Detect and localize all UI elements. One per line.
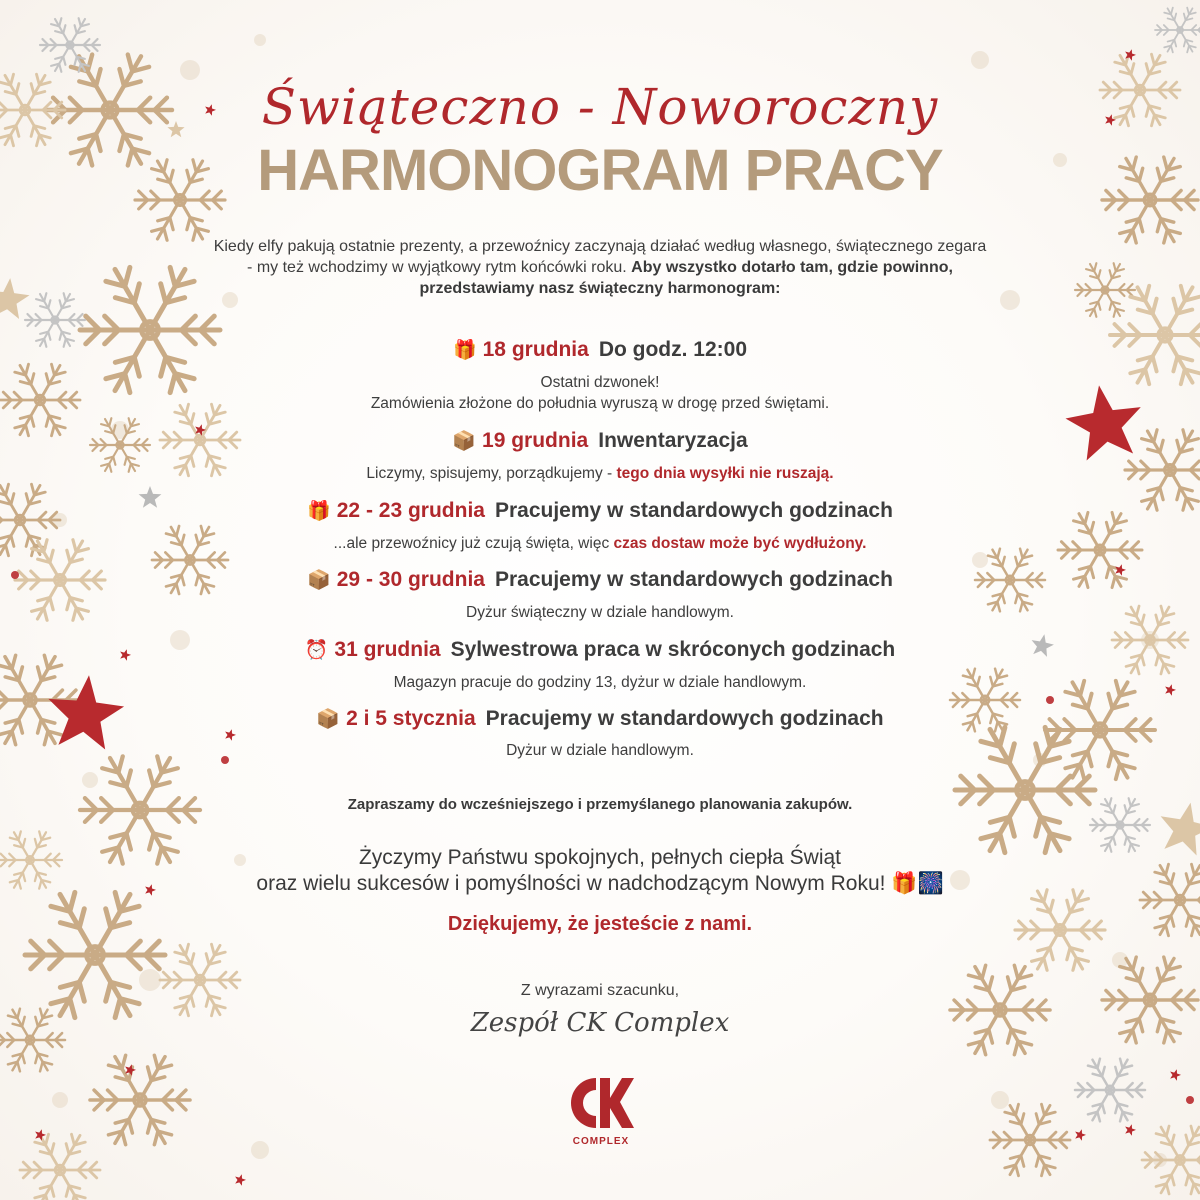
confetti-dot bbox=[139, 969, 161, 991]
main-title: HARMONOGRAM PRACY bbox=[257, 138, 943, 203]
confetti-dot bbox=[1046, 696, 1054, 704]
snowflake-icon bbox=[0, 655, 80, 744]
snowflake-icon bbox=[1125, 430, 1200, 510]
star-icon bbox=[235, 1174, 246, 1185]
confetti-dot bbox=[11, 571, 19, 579]
signature: Zespół CK Complex bbox=[470, 1008, 730, 1038]
entry-date: 31 grudnia bbox=[334, 638, 441, 661]
snowflake-icon bbox=[90, 1055, 190, 1144]
entry-title: Inwentaryzacja bbox=[598, 429, 748, 452]
snowflake-icon bbox=[1100, 54, 1180, 126]
star-icon bbox=[1170, 1069, 1181, 1080]
intro-text bbox=[210, 236, 990, 299]
entry-title: Pracujemy w standardowych godzinach bbox=[494, 499, 893, 522]
star-icon bbox=[1125, 49, 1136, 60]
confetti-dot bbox=[180, 60, 200, 80]
snowflake-icon bbox=[160, 944, 240, 1016]
entry-description-text: Liczymy, spisujemy, porządkujemy - bbox=[366, 465, 617, 482]
script-title: Świąteczno - Noworoczny bbox=[261, 78, 939, 136]
snowflake-icon bbox=[0, 831, 62, 888]
snowflake-icon bbox=[0, 74, 65, 146]
schedule-entry-heading bbox=[200, 337, 1000, 364]
star-icon bbox=[1075, 1129, 1086, 1140]
logo-text: COMPLEX bbox=[572, 1136, 630, 1147]
snowflake-icon bbox=[1015, 890, 1105, 970]
gift-icon: 🎁 bbox=[452, 340, 477, 361]
entry-description: Magazyn pracuje do godziny 13, dyżur w dziale handlowym. bbox=[393, 674, 807, 691]
intro-regular: Kiedy elfy pakują ostatnie prezenty, a przewoźnicy zaczynają działać według własnego, świątecznego zegara - my też wchodzimy w wyjątkowy rytm końcówki roku. bbox=[213, 238, 987, 276]
snowflake-icon bbox=[25, 293, 85, 347]
confetti-dot bbox=[53, 513, 67, 527]
snowflake-icon bbox=[1155, 8, 1200, 53]
confetti-dot bbox=[1112, 952, 1128, 968]
snowflake-icon bbox=[15, 540, 105, 620]
snowflake-icon bbox=[1102, 157, 1198, 243]
snowflake-icon bbox=[1045, 681, 1155, 779]
entry-description-text: ...ale przewoźnicy już czują święta, więc bbox=[333, 535, 614, 552]
confetti-dot bbox=[254, 34, 266, 46]
entry-date: 19 grudnia bbox=[482, 429, 589, 452]
entry-title: Pracujemy w standardowych godzinach bbox=[494, 568, 893, 591]
snowflake-icon bbox=[1102, 957, 1198, 1043]
snowflake-icon bbox=[80, 267, 220, 392]
star-icon bbox=[145, 884, 156, 895]
wishes-line: Życzymy Państwu spokojnych, pełnych ciepła Świąt bbox=[358, 846, 842, 869]
schedule-entry-heading bbox=[200, 428, 1000, 455]
confetti-dot bbox=[1153, 1153, 1167, 1167]
star-icon bbox=[139, 486, 162, 508]
snowflake-icon bbox=[90, 418, 150, 472]
ck-complex-logo bbox=[566, 1072, 636, 1152]
confetti-dot bbox=[971, 51, 989, 69]
entry-description-highlight: tego dnia wysyłki nie ruszają. bbox=[616, 465, 834, 482]
schedule-entry-heading bbox=[200, 498, 1000, 525]
snowflake-icon bbox=[48, 55, 172, 166]
entry-description: Ostatni dzwonek! bbox=[540, 374, 660, 391]
package-icon: 📦 bbox=[452, 431, 477, 452]
confetti-dot bbox=[82, 772, 98, 788]
star-icon bbox=[125, 1064, 136, 1075]
confetti-dot bbox=[1053, 153, 1067, 167]
star-icon bbox=[1066, 385, 1141, 460]
schedule-entry-heading bbox=[200, 637, 1000, 664]
snowflake-icon bbox=[25, 892, 165, 1017]
snowflake-icon bbox=[0, 364, 80, 436]
package-icon: 📦 bbox=[316, 709, 341, 730]
confetti-dot bbox=[1000, 290, 1020, 310]
gift-icon: 🎁 bbox=[307, 501, 331, 522]
star-icon bbox=[120, 649, 131, 660]
snowflake-icon bbox=[0, 484, 60, 556]
snowflake-icon bbox=[990, 1104, 1070, 1176]
schedule-entry-heading bbox=[200, 706, 1000, 733]
confetti-dot bbox=[251, 1141, 269, 1159]
star-icon bbox=[1125, 1124, 1136, 1135]
schedule-entry-heading bbox=[200, 567, 1000, 594]
confetti-dot bbox=[1186, 1096, 1194, 1104]
confetti-dot bbox=[1114, 414, 1126, 426]
entry-date: 29 - 30 grudnia bbox=[336, 568, 485, 591]
star-icon bbox=[0, 278, 30, 319]
star-icon bbox=[1161, 803, 1200, 856]
wishes-line: oraz wielu sukcesów i pomyślności w nadchodzącym Nowym Roku! 🎁🎆 bbox=[256, 872, 944, 895]
regards-text: Z wyrazami szacunku, bbox=[520, 982, 680, 999]
entry-date: 18 grudnia bbox=[482, 338, 589, 361]
snowflake-icon bbox=[1110, 286, 1200, 384]
star-icon bbox=[48, 675, 124, 749]
star-icon bbox=[1115, 564, 1126, 575]
confetti-dot bbox=[1141, 631, 1159, 649]
star-icon bbox=[35, 1129, 46, 1140]
entry-description: Dyżur w dziale handlowym. bbox=[506, 742, 694, 759]
ck-logo-icon bbox=[566, 1072, 636, 1134]
snowflake-icon bbox=[40, 18, 100, 72]
snowflake-icon bbox=[1075, 263, 1135, 317]
star-icon bbox=[1165, 684, 1176, 695]
confetti-dot bbox=[52, 1092, 68, 1108]
entry-description bbox=[200, 463, 1000, 484]
invite-text: Zapraszamy do wcześniejszego i przemyślanego planowania zakupów. bbox=[347, 796, 853, 813]
entry-description: Dyżur świąteczny w dziale handlowym. bbox=[466, 604, 734, 621]
star-icon bbox=[1032, 634, 1054, 657]
confetti-dot bbox=[1033, 753, 1047, 767]
snowflake-icon bbox=[1058, 512, 1142, 587]
entry-date: 22 - 23 grudnia bbox=[336, 499, 485, 522]
confetti-dot bbox=[170, 630, 190, 650]
entry-title: Pracujemy w standardowych godzinach bbox=[485, 707, 884, 730]
snowflake-icon bbox=[80, 756, 200, 863]
snowflake-icon bbox=[1140, 864, 1200, 936]
snowflake-icon bbox=[1090, 798, 1150, 852]
snowflake-icon bbox=[1112, 606, 1188, 674]
star-icon bbox=[167, 121, 184, 137]
wishes-text bbox=[200, 845, 1000, 897]
entry-description: Zamówienia złożone do południa wyruszą w drogę przed świętami. bbox=[370, 395, 830, 412]
snowflake-icon bbox=[20, 1134, 100, 1200]
entry-title: Sylwestrowa praca w skróconych godzinach bbox=[450, 638, 896, 661]
entry-date: 2 i 5 stycznia bbox=[346, 707, 476, 730]
entry-title: Do godz. 12:00 bbox=[598, 338, 748, 361]
snowflake-icon bbox=[1142, 1126, 1200, 1194]
confetti-dot bbox=[111, 421, 129, 439]
snowflake-icon bbox=[1075, 1059, 1145, 1122]
thanks-text: Dziękujemy, że jesteście z nami. bbox=[447, 913, 753, 935]
package-icon: 📦 bbox=[307, 570, 331, 591]
entry-description bbox=[200, 533, 1000, 554]
confetti-dot bbox=[972, 552, 988, 568]
confetti-dot bbox=[991, 1091, 1009, 1109]
alarm-clock-icon: ⏰ bbox=[304, 640, 329, 661]
snowflake-icon bbox=[0, 1009, 65, 1072]
entry-description-highlight: czas dostaw może być wydłużony. bbox=[613, 535, 867, 552]
intro-bold: Aby wszystko dotarło tam, gdzie powinno, przedstawiamy nasz świąteczny harmonogram: bbox=[419, 259, 953, 297]
star-icon bbox=[1105, 114, 1116, 125]
